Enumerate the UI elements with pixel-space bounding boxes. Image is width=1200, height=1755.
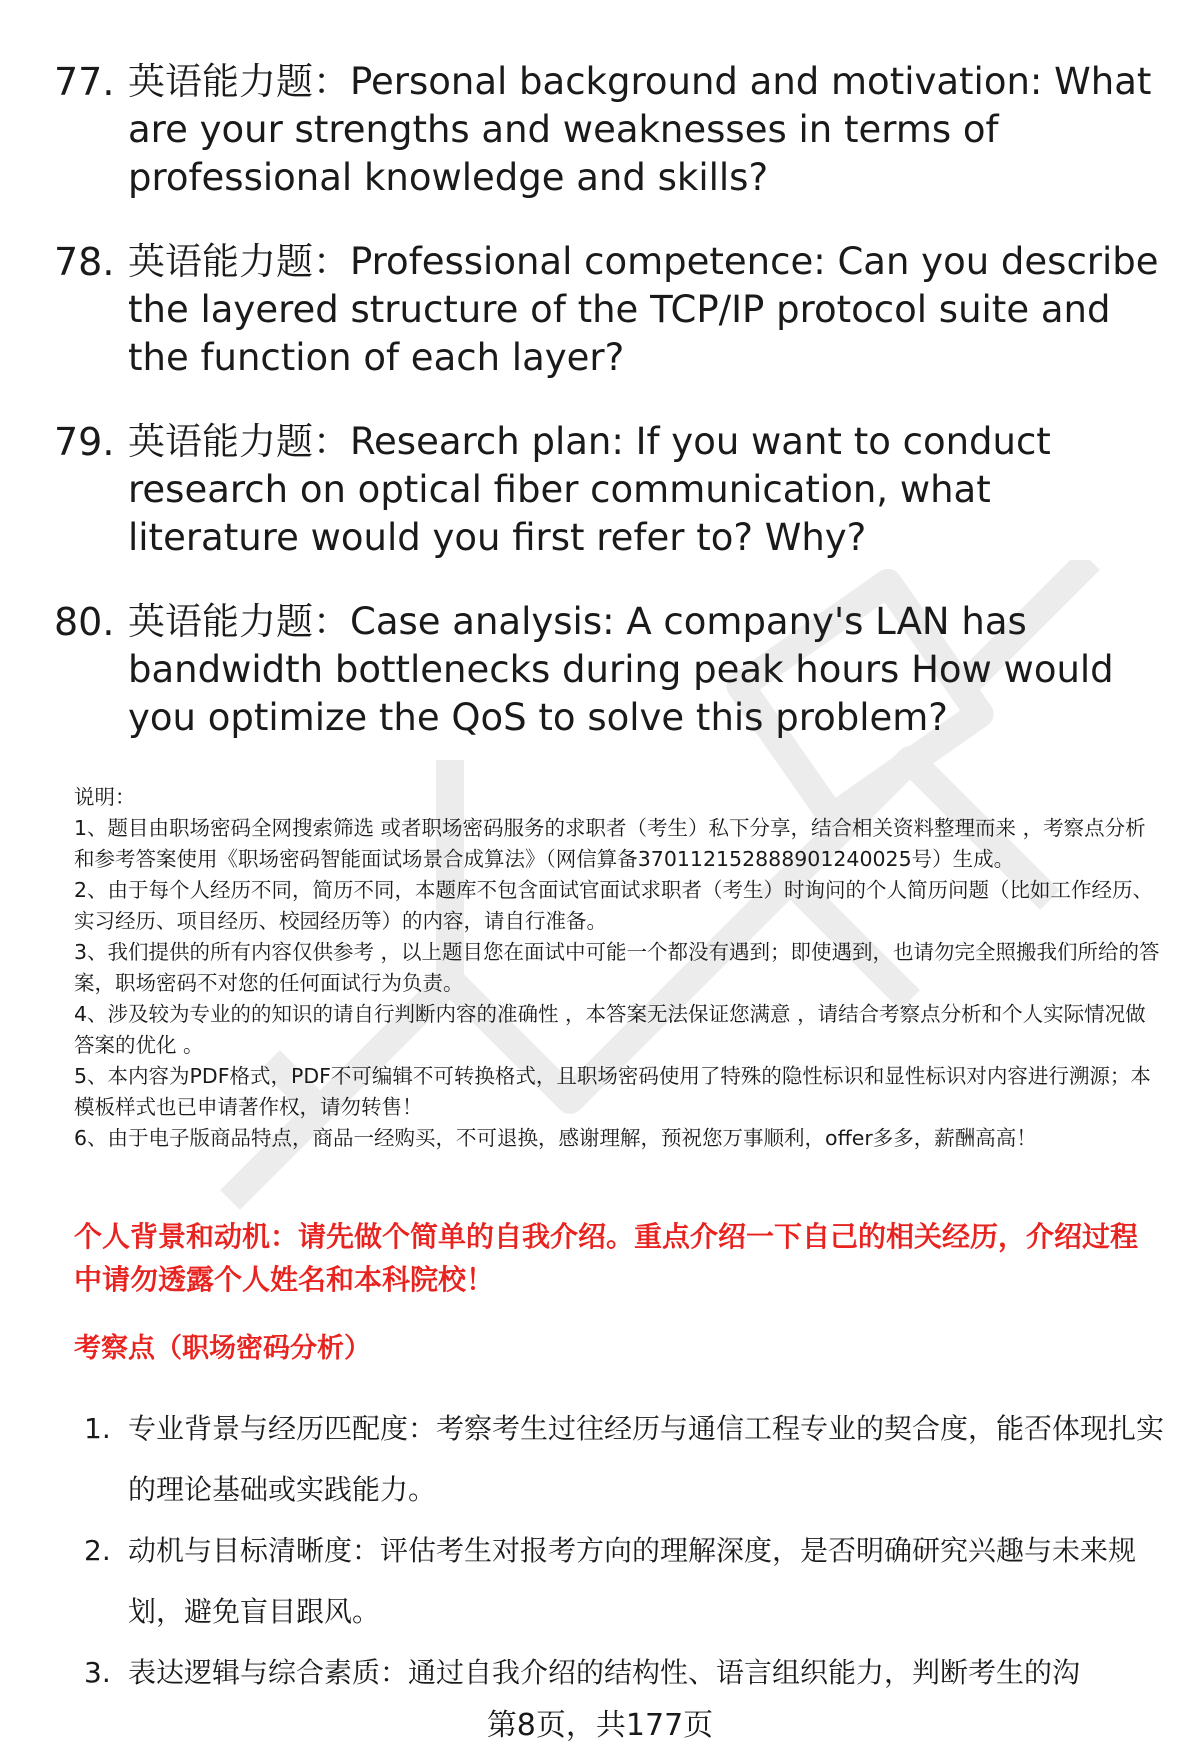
point-text: 表达逻辑与综合素质：通过自我介绍的结构性、语言组织能力，判断考生的沟	[128, 1656, 1081, 1689]
analysis-point	[84, 1520, 1164, 1642]
question-item	[54, 238, 1164, 382]
question-number: 78.	[54, 240, 115, 284]
question-item	[54, 418, 1164, 562]
point-number: 3.	[84, 1656, 111, 1689]
note-item: 1、题目由职场密码全网搜索筛选 或者职场密码服务的求职者（考生）私下分享，结合相关资料整理而来 ，考察点分析和参考答案使用《职场密码智能面试场景合成算法》（网信算备370112152888901240025号）生成。	[74, 816, 1146, 871]
point-text: 动机与目标清晰度：评估考生对报考方向的理解深度，是否明确研究兴趣与未来规划，避免盲目跟风。	[128, 1534, 1137, 1628]
note-item: 6、由于电子版商品特点，商品一经购买，不可退换，感谢理解，预祝您万事顺利，offer多多，薪酬高高！	[74, 1126, 1037, 1150]
notes-heading: 说明：	[74, 785, 136, 809]
question-number: 79.	[54, 420, 115, 464]
note-item: 3、我们提供的所有内容仅供参考 ，以上题目您在面试中可能一个都没有遇到；即使遇到，也请勿完全照搬我们所给的答案，职场密码不对您的任何面试行为负责。	[74, 940, 1160, 995]
question-number: 80.	[54, 600, 115, 644]
note-item: 4、涉及较为专业的的知识的请自行判断内容的准确性 ，本答案无法保证您满意 ，请结合考察点分析和个人实际情况做答案的优化 。	[74, 1002, 1146, 1057]
question-list	[54, 58, 1164, 778]
analysis-point-list	[84, 1398, 1164, 1703]
point-text: 专业背景与经历匹配度：考察考生过往经历与通信工程专业的契合度，能否体现扎实的理论基础或实践能力。	[128, 1412, 1165, 1506]
question-item	[54, 58, 1164, 202]
analysis-point	[84, 1398, 1164, 1520]
question-text: 英语能力题：Professional competence: Can you describe the layered structure of the TCP/IP protocol suite and the function of each layer?	[128, 240, 1159, 379]
question-text: 英语能力题：Case analysis: A company's LAN has bandwidth bottlenecks during peak hours How would you optimize the QoS to solve this problem?	[128, 600, 1114, 739]
question-item	[54, 598, 1164, 742]
question-number: 77.	[54, 60, 115, 104]
notes-section	[74, 782, 1164, 1154]
section-title: 个人背景和动机：请先做个简单的自我介绍。重点介绍一下自己的相关经历，介绍过程中请勿透露个人姓名和本科院校！	[74, 1220, 1139, 1296]
section-subtitle: 考察点（职场密码分析）	[74, 1333, 371, 1364]
point-number: 1.	[84, 1412, 111, 1445]
question-text: 英语能力题：Research plan: If you want to conduct research on optical fiber communication, what literature would you first refer to? Why?	[128, 420, 1051, 559]
question-text: 英语能力题：Personal background and motivation: What are your strengths and weaknesses in terms of professional knowledge and skills?	[128, 60, 1152, 199]
page-footer: 第8页，共177页	[486, 1708, 714, 1743]
analysis-point	[84, 1642, 1164, 1703]
note-item: 2、由于每个人经历不同，简历不同，本题库不包含面试官面试求职者（考生）时询问的个人简历问题（比如工作经历、实习经历、项目经历、校园经历等）的内容，请自行准备。	[74, 878, 1154, 933]
note-item: 5、本内容为PDF格式，PDF不可编辑不可转换格式，且职场密码使用了特殊的隐性标识和显性标识对内容进行溯源；本模板样式也已申请著作权，请勿转售！	[74, 1064, 1151, 1119]
point-number: 2.	[84, 1534, 111, 1567]
